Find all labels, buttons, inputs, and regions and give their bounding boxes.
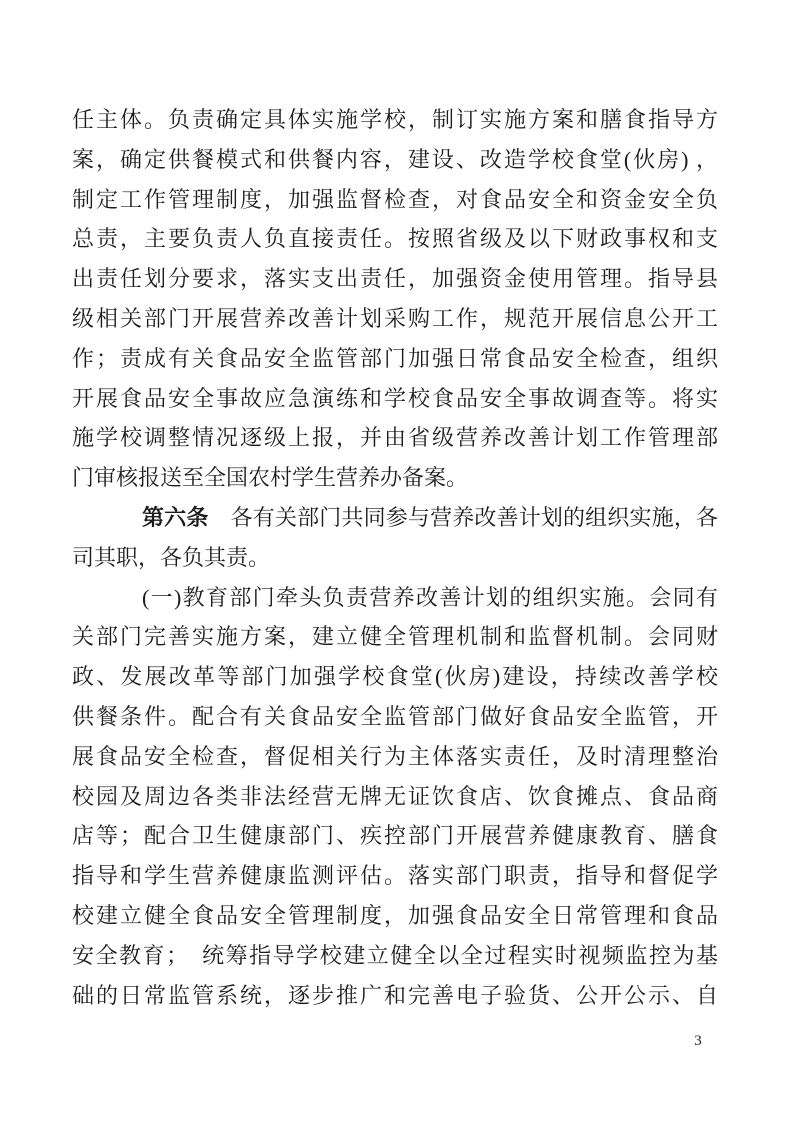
article-heading: 第六条 [142, 504, 209, 530]
paragraph-line [72, 379, 718, 419]
line-text: 开展食品安全事故应急演练和学校食品安全事故调查等。将实 [72, 385, 718, 411]
line-text: 任主体。负责确定具体实施学校，制订实施方案和膳食指导方 [72, 107, 718, 132]
line-text: 各有关部门共同参与营养改善计划的组织实施，各 [208, 504, 718, 530]
line-text: 作；责成有关食品安全监管部门加强日常食品安全检查，组织 [72, 345, 718, 371]
paragraph-line [72, 140, 718, 180]
line-text: 总责，主要负责人负直接责任。按照省级及以下财政事权和支 [72, 226, 718, 252]
paragraph-line [72, 538, 718, 578]
line-text: 础的日常监管系统，逐步推广和完善电子验货、公开公示、自 [72, 982, 718, 1008]
paragraph-line [72, 617, 718, 657]
line-text: 校建立健全食品安全管理制度，加强食品安全日常管理和食品 [72, 902, 718, 928]
line-text: 供餐条件。配合有关食品安全监管部门做好食品安全监管，开 [72, 703, 718, 729]
page-number: 3 [694, 1033, 702, 1049]
paragraph-line [72, 856, 718, 896]
paragraph-line [72, 339, 718, 379]
paragraph-line [72, 578, 718, 618]
paragraph-line [72, 936, 718, 976]
paragraph-line [72, 697, 718, 737]
paragraph-line [72, 816, 718, 856]
paragraph-line [72, 100, 718, 140]
paragraph-line [72, 458, 718, 498]
paragraph-line [72, 418, 718, 458]
paragraph-line [72, 299, 718, 339]
line-text: 案，确定供餐模式和供餐内容，建设、改造学校食堂(伙房) ， [72, 146, 718, 172]
paragraph-line [72, 976, 718, 1016]
line-text: 店等；配合卫生健康部门、疾控部门开展营养健康教育、膳食 [72, 823, 718, 849]
paragraph-line [72, 259, 718, 299]
paragraph-line [72, 737, 718, 777]
line-text: 政、发展改革等部门加强学校食堂(伙房)建设，持续改善学校 [72, 664, 718, 690]
paragraph-line [72, 219, 718, 259]
line-text: 指导和学生营养健康监测评估。落实部门职责，指导和督促学 [72, 863, 718, 889]
line-text: 司其职，各负其责。 [72, 544, 271, 570]
text-block [72, 100, 718, 1015]
line-text: 展食品安全检查，督促相关行为主体落实责任，及时清理整治 [72, 743, 718, 769]
line-text: 制定工作管理制度，加强监督检查，对食品安全和资金安全负 [72, 186, 718, 212]
paragraph-line [72, 498, 718, 538]
line-text: 门审核报送至全国农村学生营养办备案。 [72, 465, 469, 491]
line-text: 施学校调整情况逐级上报，并由省级营养改善计划工作管理部 [72, 425, 718, 451]
line-text: (一)教育部门牵头负责营养改善计划的组织实施。会同有 [142, 584, 718, 610]
paragraph-line [72, 180, 718, 220]
paragraph-line [72, 896, 718, 936]
paragraph-line [72, 657, 718, 697]
line-text: 安全教育； 统筹指导学校建立健全以全过程实时视频监控为基 [72, 942, 718, 968]
line-text: 关部门完善实施方案，建立健全管理机制和监督机制。会同财 [72, 624, 718, 650]
paragraph-line [72, 777, 718, 817]
line-text: 校园及周边各类非法经营无牌无证饮食店、饮食摊点、食品商 [72, 783, 718, 809]
line-text: 级相关部门开展营养改善计划采购工作，规范开展信息公开工 [72, 305, 718, 331]
line-text: 出责任划分要求，落实支出责任，加强资金使用管理。指导县 [72, 266, 718, 292]
